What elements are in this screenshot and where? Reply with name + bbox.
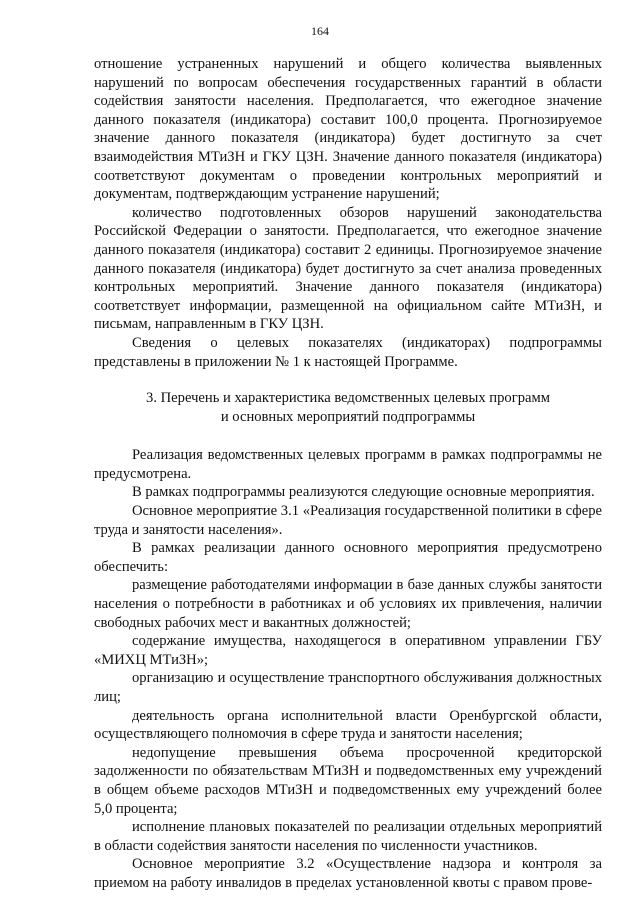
paragraph: отношение устраненных нарушений и общего количества выявленных нарушений по вопросам обеспечения государственных гарантий в области содействия занятости населения. Предполагается, что ежегодное значение данного показателя (индикатора) составит 100,0 процента. Прогнозируемое значение данного показателя (индикатора) будет достигнуто за счет взаимодействия МТиЗН и ГКУ ЦЗН. Значение данного показателя (индикатора) соответствуют документам о проведении контрольных мероприятий и документам, подтверждающим устранение нарушений; bbox=[94, 56, 602, 203]
paragraph: В рамках подпрограммы реализуются следующие основные мероприятия. bbox=[132, 484, 595, 501]
list-item: содержание имущества, находящегося в оперативном управлении ГБУ «МИХЦ МТиЗН»; bbox=[94, 633, 602, 668]
paragraph: В рамках реализации данного основного мероприятия предусмотрено обеспечить: bbox=[94, 540, 602, 575]
paragraph: Основное мероприятие 3.2 «Осуществление надзора и контроля за приемом на работу инвалидов в пределах установленной квоты с правом прове- bbox=[94, 856, 602, 891]
list-item: организацию и осуществление транспортного обслуживания должностных лиц; bbox=[94, 670, 602, 705]
section-heading-line: 3. Перечень и характеристика ведомственных целевых программ bbox=[146, 390, 550, 407]
list-item: недопущение превышения объема просроченной кредиторской задолженности по обязательствам МТиЗН и подведомственных ему учреждений в общем объеме расходов МТиЗН и подведомственных ему учреждений более 5,0 процента; bbox=[94, 744, 602, 817]
list-item: деятельность органа исполнительной власти Оренбургской области, осуществляющего полномочия в сфере труда и занятости населения; bbox=[94, 707, 602, 743]
list-item: исполнение плановых показателей по реализации отдельных мероприятий в области содействия занятости населения по численности участников. bbox=[94, 819, 602, 854]
paragraph: Сведения о целевых показателях (индикаторах) подпрограммы представлены в приложении № 1 к настоящей Программе. bbox=[94, 334, 602, 370]
list-item: размещение работодателями информации в базе данных службы занятости населения о потребности в работниках и об условиях их привлечения, наличии свободных рабочих мест и вакантных должностей; bbox=[94, 577, 602, 631]
paragraph: Основное мероприятие 3.1 «Реализация государственной политики в сфере труда и занятости населения». bbox=[94, 503, 602, 538]
section-heading-line: и основных мероприятий подпрограммы bbox=[220, 408, 476, 425]
paragraph: Реализация ведомственных целевых программ в рамках подпрограммы не предусмотрена. bbox=[94, 447, 602, 482]
paragraph: количество подготовленных обзоров нарушений законодательства Российской Федерации о занятости. Предполагается, что ежегодное значение данного показателя (индикатора) составит 2 единицы. Прогнозируемое значение данного показателя (индикатора) будет достигнуто за счет анализа проведенных контрольных мероприятий. Значение данного показателя (индикатора) соответствует информации, размещенной на официальном сайте МТиЗН, и письмам, направленным в ГКУ ЦЗН. bbox=[94, 204, 602, 333]
page-number: 164 bbox=[311, 24, 329, 38]
document-body bbox=[94, 55, 602, 893]
section-heading bbox=[94, 389, 602, 426]
